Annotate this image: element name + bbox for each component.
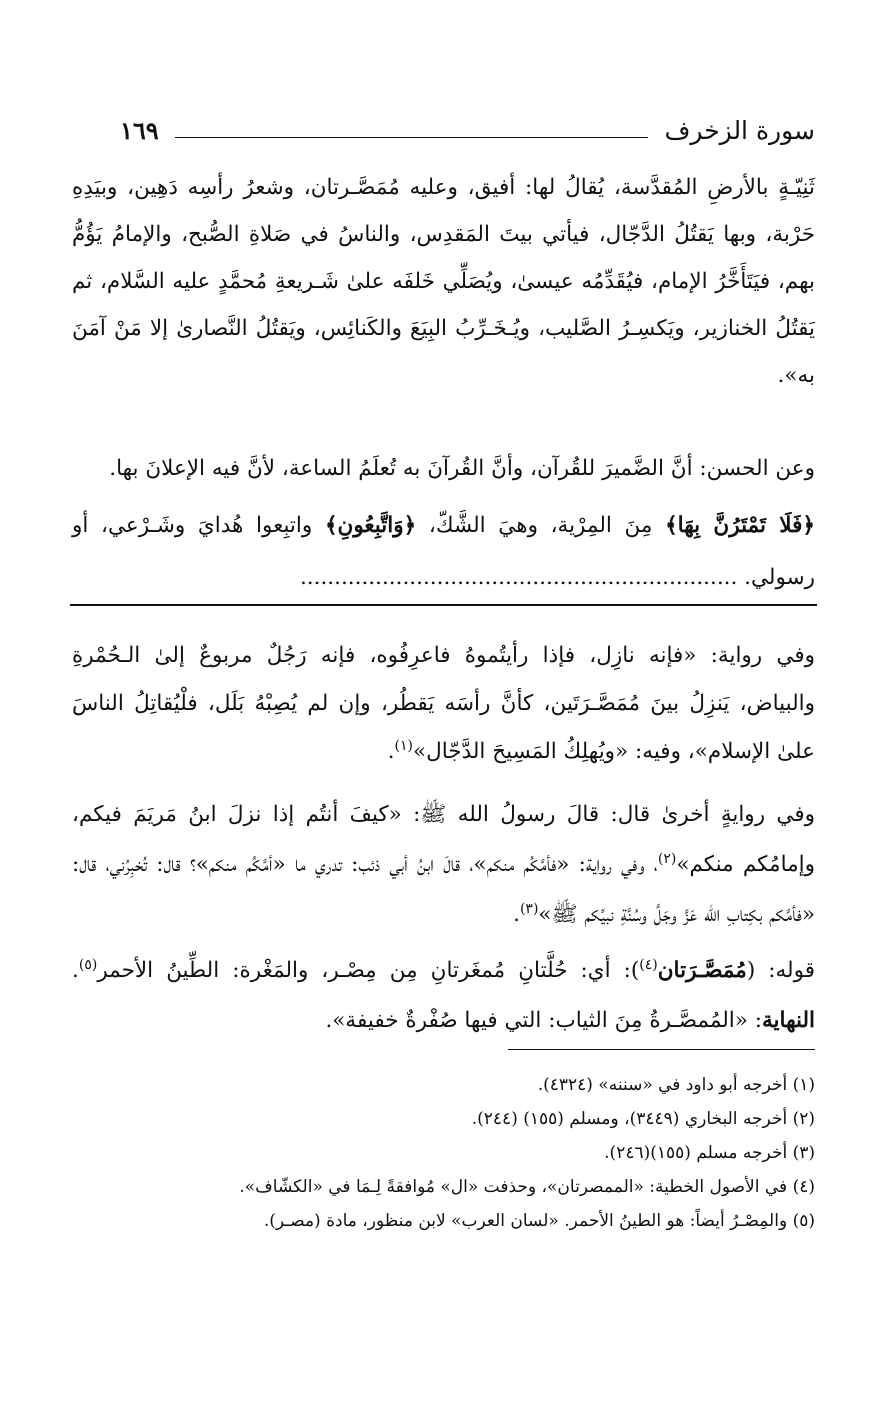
footnotes-list [72, 1068, 815, 1238]
quran-quote-1: ﴿فَلَا تَمْتَرُنَّ بِهَا﴾ [665, 513, 815, 538]
dotted-leader: ................................................................ [299, 565, 738, 590]
riwaya-2-end: . [513, 902, 520, 927]
explained-word: مُمَصَّـرَتان [657, 958, 747, 983]
riwaya-2-text-1: وفي روايةٍ أخرىٰ قال: قالَ رسولُ الله ﷺ: «كيفَ أنتُم إذا نزلَ ابنُ مَريَمَ فيكم، وإمامُكم منكم» [72, 802, 815, 877]
footnote-2: (٢) أخرجه البخاري (٣٤٤٩)، ومسلم (١٥٥) (٢٤٤). [471, 1109, 815, 1129]
paragraph-riwaya-1 [72, 632, 815, 776]
riwaya-2-text-2: ، وفي رواية: «فأمَّكُم منكم»، قالَ ابنُ أبي ذئب: تدري ما «أمَّكُم منكم»؟ قال: تُخبِرُني، قال: «فأمَّكم بكِتابِ الله عَزَّ وجَلَّ وسُنَّةِ نبيِّكم ﷺ» [72, 852, 815, 927]
footnote-separator [508, 1049, 815, 1050]
riwaya-1-text: وفي رواية: «فإنه نازِل، فإذا رأيتُموهُ فاعرِفُوه، فإنه رَجُلٌ مربوعٌ إلىٰ الـحُمْرةِ والبياض، يَنزِلُ بينَ مُمَصَّـرَتَين، كأنَّ رأسَه يَقطُر، وإن لم يُصِبْهُ بَلَل، فلْيُقاتِلُ الناسَ علىٰ الإسلام»، وفيه: «ويُهلِكُ المَسِيحَ الدَّجّال» [72, 643, 815, 764]
main-text-separator [70, 604, 817, 606]
paragraph-hadith-continuation: ثَنِيّـةٍ بالأرضِ المُقدَّسة، يُقالُ لها: أفيق، وعليه مُمَصَّـرتان، وشعرُ رأسِه دَهِين، وبيَدِهِ حَرْبة، وبها يَقتُلُ الدَّجّال، فيأتي بيتَ المَقدِس، والناسُ في صَلاةِ الصُّبح، والإمامُ يَؤُمُّ بهم، فيَتَأَخَّرُ الإمام، فيُقَدِّمُه عيسىٰ، ويُصَلِّي خَلفَه علىٰ شَـريعةِ مُحمَّدٍ عليه السَّلام، ثم يَقتُلُ الخنازير، ويَكسِـرُ الصَّليب، ويُـخَـرِّبُ البِيَعَ والكَنائِس، ويَقتُلُ النَّصارىٰ إلا مَنْ آمَنَ به». [72, 175, 815, 388]
commentary-text-1: مِنَ المِرْية، وهيَ الشَّكّ، [416, 513, 666, 538]
riwaya-1-end: . [387, 739, 395, 764]
footnote-ref-4[interactable]: (٤) [639, 956, 658, 973]
footnote-ref-3[interactable]: (٣) [519, 900, 539, 917]
footnote-ref-5[interactable]: (٥) [78, 956, 98, 973]
footnote-ref-2[interactable]: (٢) [657, 850, 677, 867]
footnote-4: (٤) في الأصول الخطية: «الممصرتان»، وحذفت «ال» مُوافقةً لِـمَا في «الكشّاف». [239, 1177, 815, 1197]
paragraph-word-explanation [72, 946, 815, 1046]
explanation-lead: قوله: ( [746, 958, 815, 983]
header-rule [175, 137, 649, 138]
explanation-text-1: ): أي: حُلَّتانِ مُمغَرتانِ مِن مِصْـر، والمَغْرة: الطِّينُ الأحمر [97, 958, 640, 983]
page-number: ١٦٩ [120, 115, 159, 145]
paragraph-hasan-opinion: وعن الحسن: أنَّ الضَّميرَ للقُرآن، وأنَّ القُرآنَ به تُعلَمُ الساعة، لأنَّ فيه الإعلانَ بها. [109, 456, 815, 481]
footnote-ref-1[interactable]: (١) [394, 737, 413, 754]
explanation-text-3: : «المُمصَّـرةُ مِنَ الثياب: التي فيها صُفْرةٌ خفيفة». [325, 1008, 763, 1033]
footnote-5: (٥) والمِصْـرُ أيضاً: هو الطينُ الأحمر. «لسان العرب» لابن منظور، مادة (مصـر). [263, 1211, 815, 1231]
surah-title: سورة الزخرف [664, 115, 815, 145]
footnote-1: (١) أخرجه أبو داود في «سننه» (٤٣٢٤). [537, 1075, 815, 1095]
page-header [120, 108, 815, 152]
paragraph-riwaya-2 [72, 790, 815, 940]
source-nihaya: النهاية [762, 1008, 815, 1033]
footnote-3: (٣) أخرجه مسلم (١٥٥)(٢٤٦). [604, 1143, 815, 1163]
quran-quote-2: ﴿وَاتَّبِعُونِ﴾ [324, 513, 417, 538]
paragraph-verse-commentary [72, 500, 815, 604]
commentary-text-2: واتبِعوا هُدايَ وشَـرْعي، أو رسولي. [72, 513, 815, 590]
explanation-text-2: . [72, 958, 79, 983]
